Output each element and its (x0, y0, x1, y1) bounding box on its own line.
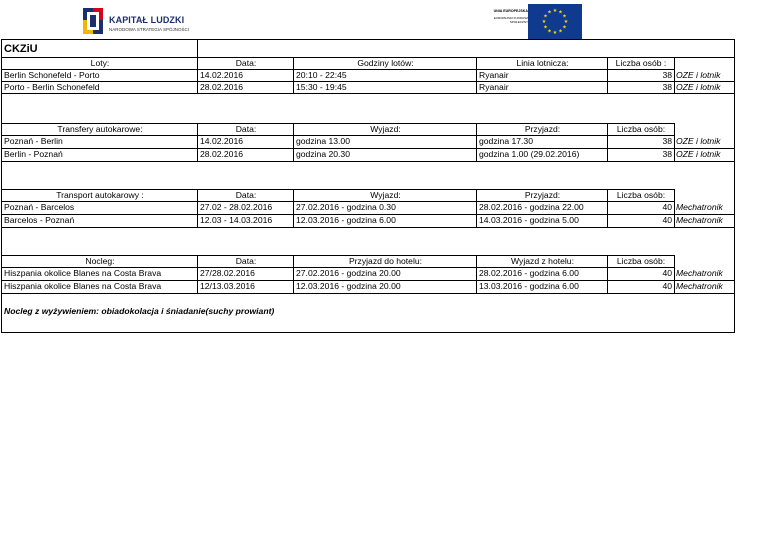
transfers-row2-group: OZE i lotnik (674, 149, 735, 162)
flights-header-airline: Linia lotnicza: (476, 58, 608, 70)
svg-text:★: ★ (547, 9, 552, 16)
transfers-row2-arrival: godzina 1.00 (29.02.2016) (476, 149, 608, 162)
svg-text:★: ★ (562, 24, 567, 31)
transfers-header-date: Data: (197, 123, 294, 136)
svg-text:★: ★ (552, 30, 558, 36)
accommodation-row1-date: 27/28.02.2016 (197, 268, 294, 281)
transport-header-people: Liczba osób: (607, 189, 675, 202)
transfers-row1-count: 38 (607, 136, 675, 149)
svg-text:★: ★ (558, 28, 563, 35)
flights-row1-hours: 20:10 - 22:45 (293, 70, 477, 82)
transport-row2-route: Barcelos - Poznań (2, 215, 198, 228)
transfers-header-people: Liczba osób: (607, 123, 675, 136)
transfers-header-route: Transfery autokarowe: (2, 123, 198, 136)
transport-row1-departure: 27.02.2016 - godzina 0.30 (293, 202, 477, 215)
eu-flag-icon (528, 4, 582, 40)
transport-row1-count: 40 (607, 202, 675, 215)
transfers-header-departure: Wyjazd: (293, 123, 477, 136)
transport-row2-departure: 12.03.2016 - godzina 6.00 (293, 215, 477, 228)
accommodation-row1-checkout: 28.02.2016 - godzina 6.00 (476, 268, 608, 281)
svg-text:★: ★ (558, 9, 563, 16)
transport-row2-group: Mechatronik (674, 215, 735, 228)
accommodation-header-checkin: Przyjazd do hotelu: (293, 255, 477, 268)
accommodation-row1-place: Hiszpania okolice Blanes na Costa Brava (2, 268, 198, 281)
logo-left-title: KAPITAŁ LUDZKI (109, 15, 185, 25)
logo-left-subtitle: NARODOWA STRATEGIA SPÓJNOŚCI (109, 27, 190, 32)
svg-text:★: ★ (543, 24, 548, 31)
accommodation-row2-date: 12/13.03.2016 (197, 281, 294, 294)
transport-row1-group: Mechatronik (674, 202, 735, 215)
transfers-row2-date: 28.02.2016 (197, 149, 294, 162)
transport-header-departure: Wyjazd: (293, 189, 477, 202)
accommodation-header-date: Data: (197, 255, 294, 268)
transport-row1-date: 27.02 - 28.02.2016 (197, 202, 294, 215)
logo-right-line1: UNIA EUROPEJSKA (493, 9, 528, 13)
kapital-ludzki-logo (81, 6, 191, 38)
kapital-ludzki-emblem-icon (81, 6, 105, 36)
transport-row1-arrival: 28.02.2016 - godzina 22.00 (476, 202, 608, 215)
transport-header-route: Transport autokarowy : (2, 189, 198, 202)
flights-header-hours: Godziny lotów: (293, 58, 477, 70)
transfers-row1-route: Poznań - Berlin (2, 136, 198, 149)
flights-row2-group: OZE i lotnik (674, 82, 735, 94)
title-row-empty (197, 40, 735, 58)
flights-header-date: Data: (197, 58, 294, 70)
svg-text:★: ★ (562, 13, 567, 20)
flights-header-route: Loty: (2, 58, 198, 70)
svg-text:★: ★ (543, 13, 548, 20)
accommodation-row2-place: Hiszpania okolice Blanes na Costa Brava (2, 281, 198, 294)
svg-text:★: ★ (563, 19, 569, 25)
flights-row2-route: Porto - Berlin Schonefeld (2, 82, 198, 94)
flights-row2-airline: Ryanair (476, 82, 608, 94)
transfers-row1-departure: godzina 13.00 (293, 136, 477, 149)
transport-row1-route: Poznań - Barcelos (2, 202, 198, 215)
flights-row1-route: Berlin Schonefeld - Porto (2, 70, 198, 82)
accommodation-header-people: Liczba osób: (607, 255, 675, 268)
flights-row2-hours: 15:30 - 19:45 (293, 82, 477, 94)
accommodation-header-place: Nocleg: (2, 255, 198, 268)
transfers-row1-date: 14.02.2016 (197, 136, 294, 149)
accommodation-header-checkout: Wyjazd z hotelu: (476, 255, 608, 268)
transfers-row2-departure: godzina 20.30 (293, 149, 477, 162)
accommodation-row2-group: Mechatronik (674, 281, 735, 294)
flights-row1-airline: Ryanair (476, 70, 608, 82)
svg-text:★: ★ (552, 8, 558, 14)
svg-text:★: ★ (541, 19, 547, 25)
transfers-header-arrival: Przyjazd: (476, 123, 608, 136)
transfers-row2-route: Berlin - Poznań (2, 149, 198, 162)
transport-header-arrival: Przyjazd: (476, 189, 608, 202)
accommodation-note: Nocleg z wyżywieniem: obiadokolacja i śniadanie(suchy prowiant) (4, 306, 275, 316)
flights-row2-count: 38 (607, 82, 675, 94)
transfers-row1-group: OZE i lotnik (674, 136, 735, 149)
schedule-sheet (1, 39, 735, 333)
accommodation-row2-checkin: 12.03.2016 - godzina 20.00 (293, 281, 477, 294)
transport-row2-arrival: 14.03.2016 - godzina 5.00 (476, 215, 608, 228)
svg-text:★: ★ (547, 28, 552, 35)
eu-logo (486, 4, 586, 40)
flights-row1-count: 38 (607, 70, 675, 82)
flights-row2-date: 28.02.2016 (197, 82, 294, 94)
sheet-title: CKZiU (4, 43, 38, 55)
accommodation-row2-count: 40 (607, 281, 675, 294)
flights-row1-date: 14.02.2016 (197, 70, 294, 82)
transport-row2-date: 12.03 - 14.03.2016 (197, 215, 294, 228)
accommodation-row2-checkout: 13.03.2016 - godzina 6.00 (476, 281, 608, 294)
accommodation-row1-checkin: 27.02.2016 - godzina 20.00 (293, 268, 477, 281)
logo-right-line2: EUROPEJSKI FUNDUSZ SPOŁECZNY (493, 16, 528, 24)
transfers-row2-count: 38 (607, 149, 675, 162)
transport-header-date: Data: (197, 189, 294, 202)
transfers-row1-arrival: godzina 17.30 (476, 136, 608, 149)
flights-header-people: Liczba osób : (607, 58, 675, 70)
accommodation-row1-group: Mechatronik (674, 268, 735, 281)
accommodation-row1-count: 40 (607, 268, 675, 281)
transport-row2-count: 40 (607, 215, 675, 228)
flights-row1-group: OZE i lotnik (674, 70, 735, 82)
